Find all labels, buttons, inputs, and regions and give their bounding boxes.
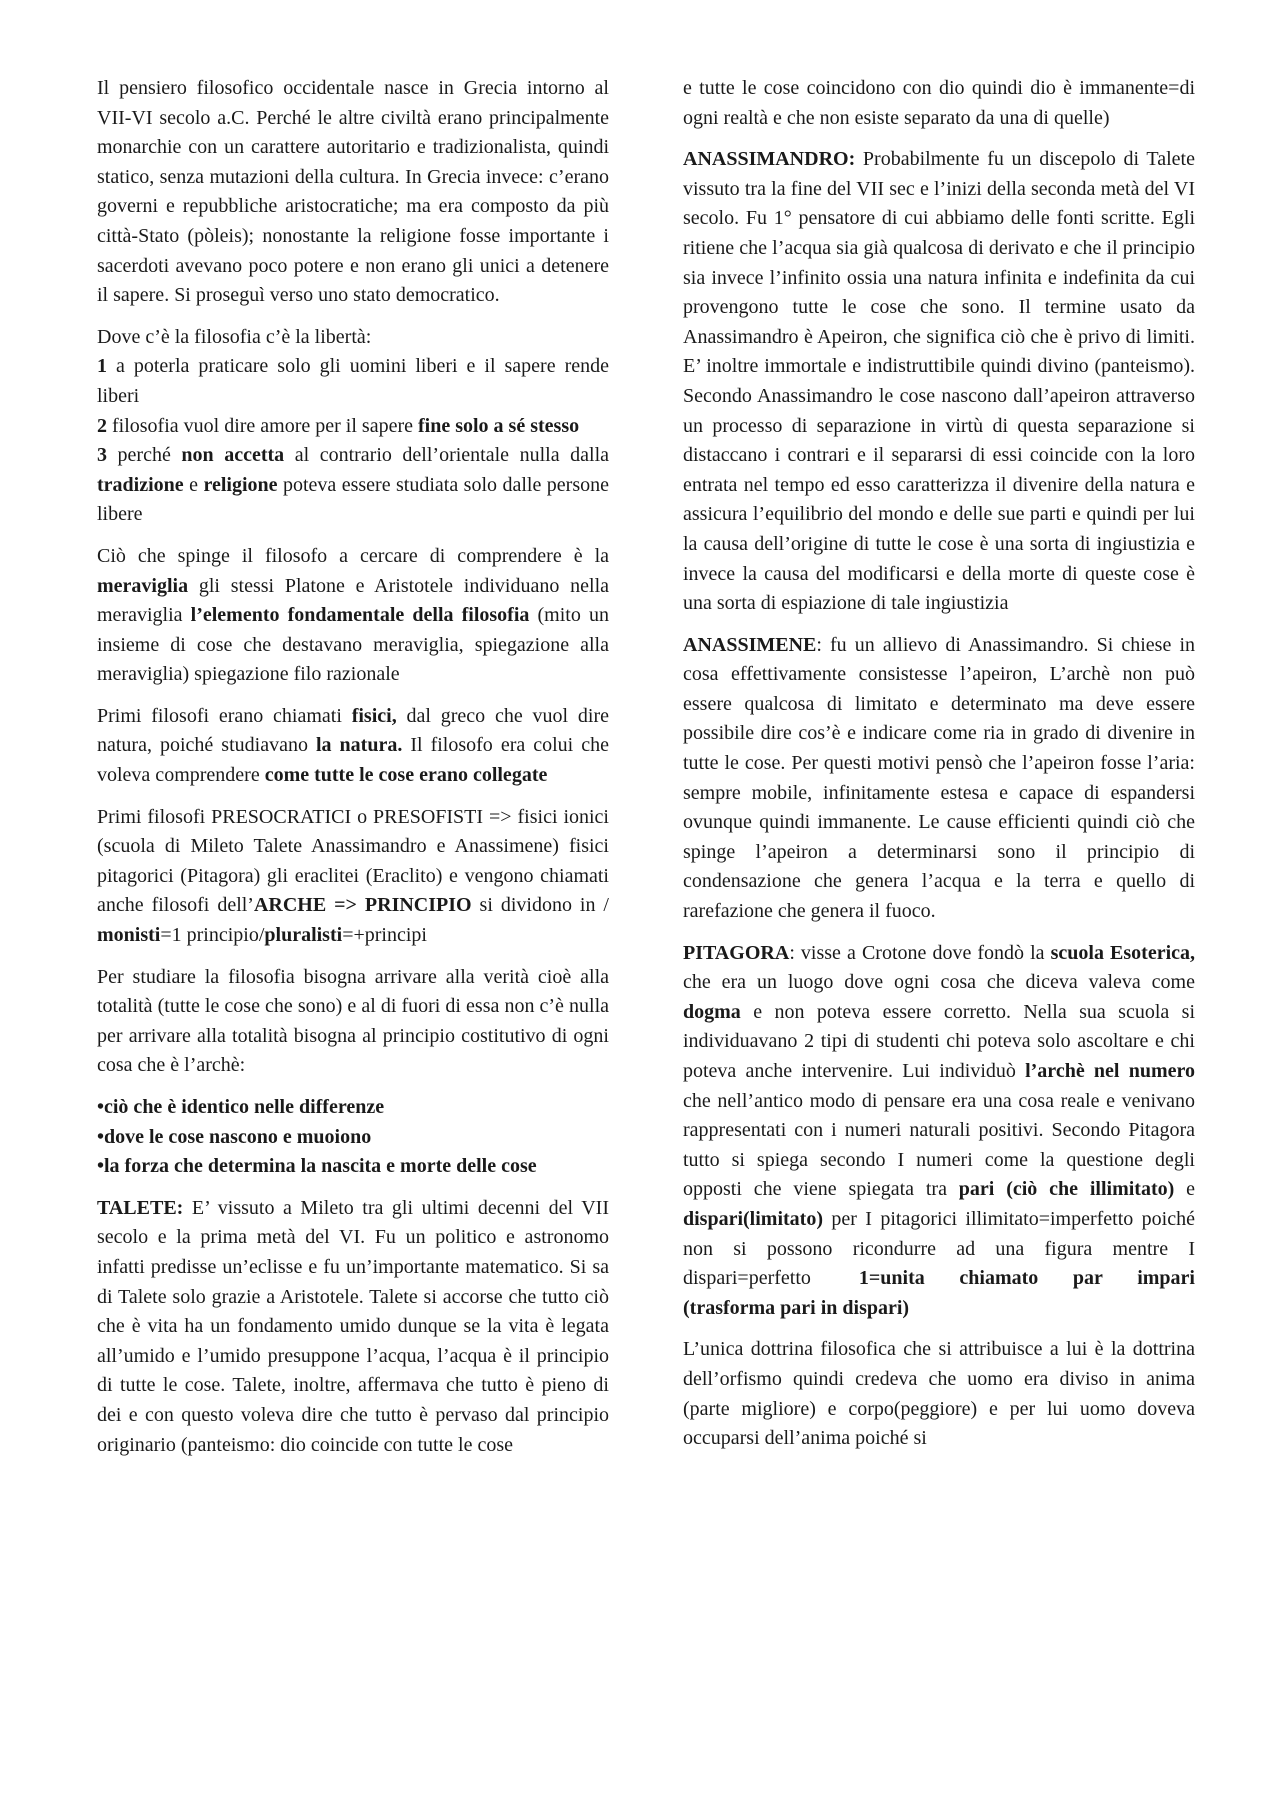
talete-paragraph (97, 1194, 609, 1460)
freedom-paragraph (97, 323, 609, 530)
bold-span: fisici, (351, 704, 397, 727)
truth-paragraph: Per studiare la filosofia bisogna arrivare alla verità cioè alla totalità (tutte le cose che sono) e al di fuori di essa non c’è nulla per arrivare alla totalità bisogna al principio costitutivo di ogni cosa che è l’archè: (97, 965, 609, 1077)
text-span: gli stessi Platone e Aristotele individuano nella meraviglia (97, 574, 609, 627)
bullet-item: •dove le cose nascono e muoiono (97, 1125, 372, 1148)
point-text: a poterla praticare solo gli uomini liberi e il sapere rende liberi (97, 355, 609, 407)
point-text: perché (107, 444, 182, 467)
bold-span: l’archè nel numero (1025, 1060, 1195, 1082)
bold-span: l’elemento fondamentale della filosofia (190, 604, 530, 627)
bold-span: come tutte le cose erano collegate (264, 764, 548, 787)
orfismo-paragraph: L’unica dottrina filosofica che si attribuisce a lui è la dottrina dell’orfismo quindi credeva che uomo era diviso in anima (parte migliore) e corpo(peggiore) e per lui uomo doveva occuparsi dell’anima poiché si (683, 1338, 1195, 1450)
bold-span: pluralisti (264, 924, 343, 947)
anassimene-heading: ANASSIMENE (683, 633, 817, 656)
bold-span: pari (ciò che illimitato) (958, 1178, 1175, 1201)
point-bold: religione (203, 473, 278, 496)
left-column (97, 74, 609, 1460)
bold-span: monisti (97, 924, 161, 947)
bullet-item: •ciò che è identico nelle differenze (97, 1096, 385, 1118)
point-bold: non accetta (181, 444, 285, 467)
point-text: e (183, 473, 204, 496)
text-span: che era un luogo dove ogni cosa che diceva valeva come (683, 971, 1195, 994)
anassimene-text: : fu un allievo di Anassimandro. Si chiese in cosa effettivamente consistesse l’apeiron, L’archè non può essere qualcosa di limitato e determinato ma deve essere possibile dire cos’è e indicare come ria in grado di divenire in tutte le cose. Per questi motivi pensò che l’apeiron fosse l’aria: sempre mobile, infinitamente estesa e capace di espandersi ovunque quindi immanente. Le cause efficienti quindi ciò che spinge l’apeiron a determinarsi sono il principio di condensazione che genera l’acqua e la terra e quello di rarefazione che genera il fuoco. (683, 633, 1195, 923)
text-span: dal greco che vuol dire natura, poiché studiavano (97, 704, 609, 757)
bold-span: la natura. (315, 734, 403, 757)
bold-span: dogma (683, 1000, 741, 1023)
wonder-paragraph (97, 542, 609, 690)
anassimandro-text: Probabilmente fu un discepolo di Talete vissuto tra la fine del VII sec e l’inizi della seconda metà del VI secolo. Fu 1° pensatore di cui abbiamo delle fonti scritte. Egli ritiene che l’acqua sia già qualcosa di derivato e che il principio sia invece l’infinito ossia una natura infinita e indefinita da cui provengono tutte le cose che sono. Il termine usato da Anassimandro è Apeiron, che significa ciò che è privo di limiti. E’ inoltre immortale e indistruttibile quindi divino (panteismo). Secondo Anassimandro le cose nascono dall’apeiron attraverso un processo di separazione in virtù di questa separazione si distaccano i contrari e il separarsi di essi coincide con la loro entrata nel tempo ed esso caratterizza il divenire della natura e assicura l’equilibrio del mondo e delle sue parti e quindi per lui la causa dell’origine di tutte le cose è una sorta di ingiustizia e invece la causa del modificarsi e della morte di queste cose è una sorta di espiazione di tale ingiustizia (683, 148, 1195, 615)
text-span: che nell’antico modo di pensare era una cosa reale e venivano rappresentati con i numeri naturali positivi. Secondo Pitagora tutto si spiega secondo I numeri come la questione degli opposti che viene spiegata tra (683, 1089, 1195, 1201)
intro-paragraph: Il pensiero filosofico occidentale nasce in Grecia intorno al VII-VI secolo a.C. Perché le altre civiltà erano principalmente monarchie con un carattere autoritario e tradizionalista, quindi statico, senza mutazioni della cultura. In Grecia invece: c’erano governi e repubbliche aristocratiche; ma era composto da più città-Stato (pòleis); nonostante la religione fosse importante i sacerdoti avevano poco potere e non erano gli unici a detenere il sapere. Si proseguì verso uno stato democratico. (97, 77, 609, 307)
anassimene-paragraph (683, 631, 1195, 927)
text-span: e (1174, 1178, 1195, 1201)
physicists-paragraph (97, 702, 609, 791)
point-text: al contrario dell’orientale nulla dalla (284, 444, 609, 467)
bold-span: scuola Esoterica, (1050, 941, 1196, 964)
talete-continuation: e tutte le cose coincidono con dio quindi dio è immanente=di ogni realtà e che non esiste separato da una di quelle) (683, 77, 1195, 129)
talete-text: E’ vissuto a Mileto tra gli ultimi decenni del VII secolo e la prima metà del VI. Fu un politico e astronomo infatti predisse un’eclisse e fu un’importante matematico. Si sa di Talete solo grazie a Aristotele. Talete si accorse che tutto ciò che è vita ha un fondamento umido dunque se la vita è legata all’umido e l’umido presuppone l’acqua, l’acqua è il principio di tutte le cose. Talete, inoltre, affermava che tutto è pieno di dei e con questo voleva dire che tutto è pervaso dal principio originario (panteismo: dio coincide con tutte le cose (97, 1196, 609, 1456)
freedom-intro: Dove c’è la filosofia c’è la libertà: (97, 325, 372, 348)
text-span: per I pitagorici illimitato=imperfetto poiché non si possono ricondurre ad una figura mentre I dispari=perfetto (683, 1207, 1195, 1290)
bold-span: 1=unita chiamato par impari (trasforma pari in dispari) (683, 1267, 1195, 1319)
anassimandro-paragraph (683, 145, 1195, 619)
text-span: si dividono in / (471, 894, 609, 917)
text-span: (mito un insieme di cose che destavano meraviglia, spiegazione alla meraviglia) spiegazione filo razionale (97, 604, 609, 686)
pitagora-heading: PITAGORA (683, 941, 790, 964)
bullet-list (97, 1093, 609, 1182)
presocratics-paragraph (97, 803, 609, 951)
text-span: Primi filosofi PRESOCRATICI o PRESOFISTI => fisici ionici (scuola di Mileto Talete Anassimandro e Anassimene) fisici pitagorici (Pitagora) gli eraclitei (Eraclito) e vengono chiamati anche filosofi dell’ (97, 805, 609, 917)
anassimandro-heading: ANASSIMANDRO: (683, 148, 856, 171)
text-span: =+principi (342, 924, 427, 947)
right-column (683, 74, 1195, 1454)
pitagora-paragraph (683, 939, 1195, 1324)
bold-span: ARCHE => PRINCIPIO (253, 894, 472, 917)
point-number: 2 (97, 414, 107, 437)
point-number: 1 (97, 355, 107, 378)
text-span: Ciò che spinge il filosofo a cercare di comprendere è la (97, 544, 609, 567)
text-span: =1 principio/ (160, 924, 265, 947)
text-span: Primi filosofi erano chiamati (97, 704, 352, 727)
point-text: poteva essere studiata solo dalle persone libere (97, 473, 609, 526)
bullet-item: •la forza che determina la nascita e morte delle cose (97, 1155, 537, 1178)
bold-span: meraviglia (97, 574, 189, 597)
bold-span: dispari(limitato) (683, 1207, 823, 1230)
talete-heading: TALETE: (97, 1196, 184, 1219)
text-span: e non poteva essere corretto. Nella sua scuola si individuavano 2 tipi di studenti chi poteva solo ascoltare e chi poteva anche intervenire. Lui individuò (683, 1000, 1195, 1082)
text-span: Il filosofo era colui che voleva comprendere (97, 734, 610, 787)
point-number: 3 (97, 444, 107, 467)
point-bold: fine solo a sé stesso (418, 414, 580, 437)
point-text: filosofia vuol dire amore per il sapere (107, 414, 418, 437)
point-bold: tradizione (97, 473, 184, 496)
text-span: : visse a Crotone dove fondò la (789, 941, 1051, 964)
